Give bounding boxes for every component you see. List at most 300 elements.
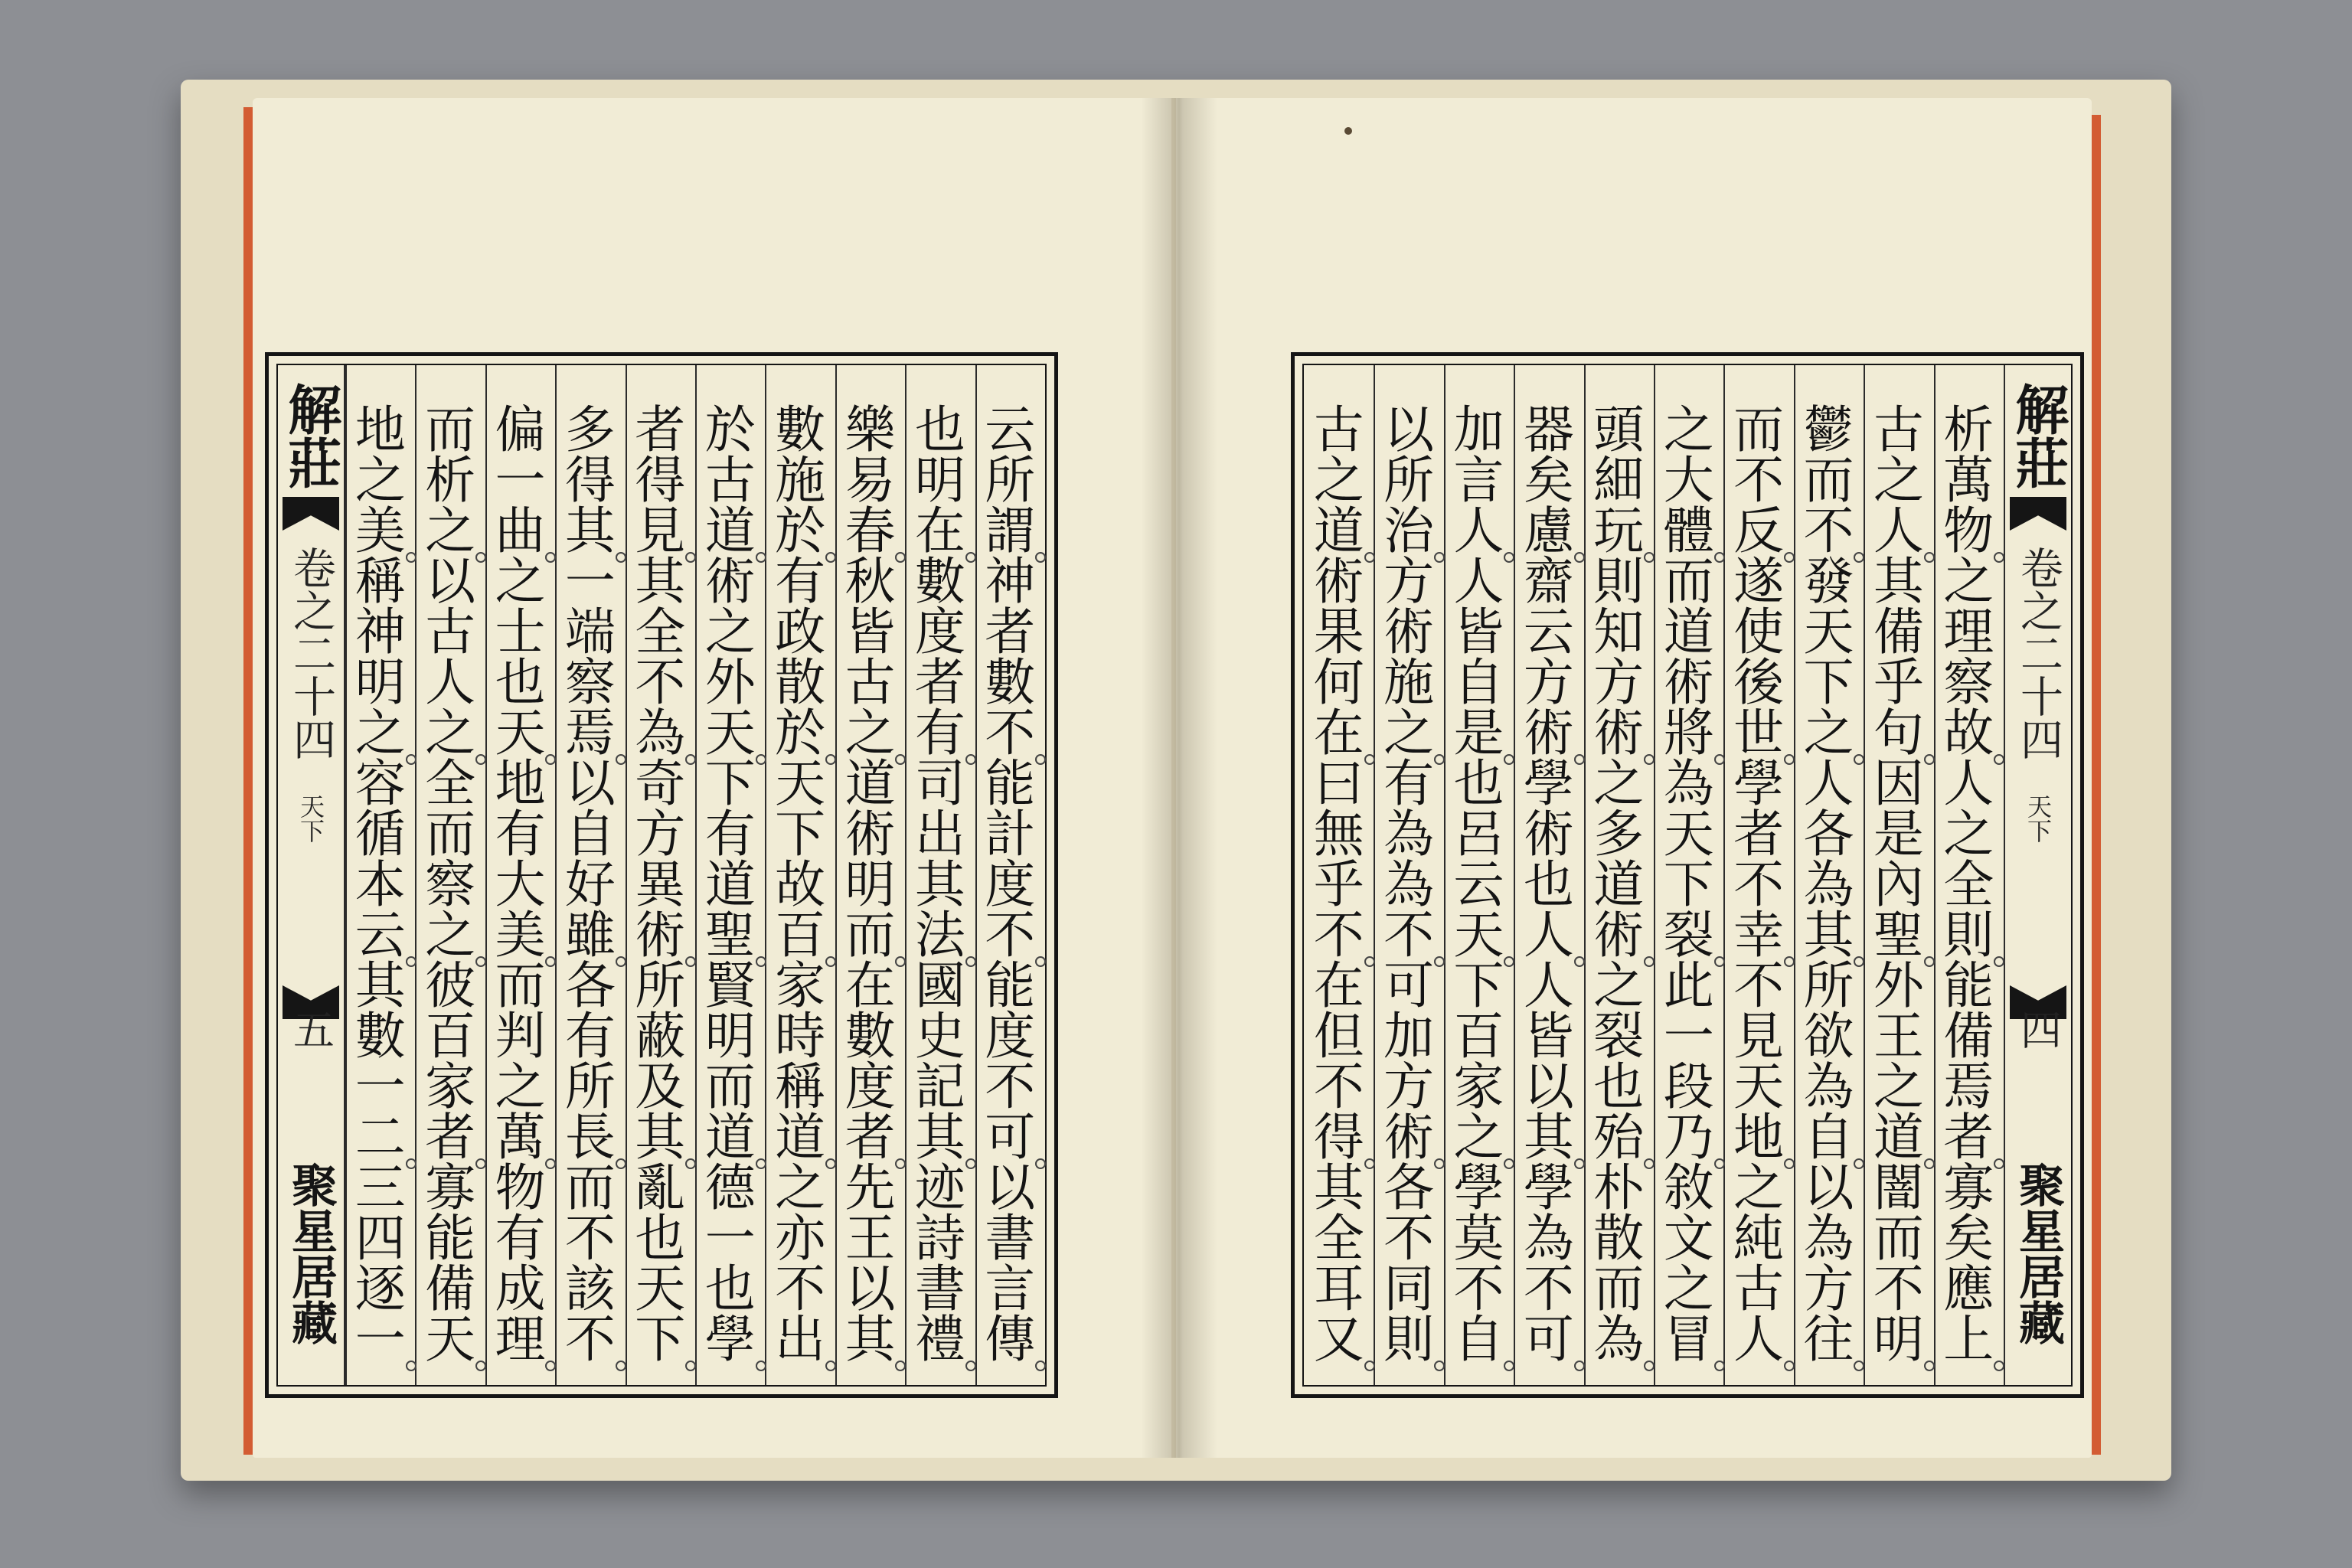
character: 能 <box>1943 956 1994 1015</box>
character: 不 <box>1873 1259 1924 1318</box>
left-cover-edge <box>243 107 253 1455</box>
character: 上 <box>1943 1310 1994 1369</box>
character: 美 <box>354 501 406 560</box>
character: 慮 <box>1523 501 1574 560</box>
right-page-frame <box>1291 352 2084 1398</box>
column-rule <box>835 365 837 1385</box>
character: 數 <box>985 653 1036 712</box>
character: 理 <box>495 1310 546 1369</box>
character: 彼 <box>425 956 476 1015</box>
text-column <box>1584 365 1654 1385</box>
character: 為 <box>1803 1209 1854 1268</box>
character: 為 <box>1523 1209 1574 1268</box>
character: 外 <box>1873 956 1924 1015</box>
character: 施 <box>1383 653 1435 712</box>
character: 之 <box>1383 704 1435 763</box>
character: 遂 <box>1733 552 1785 611</box>
text-column <box>835 365 905 1385</box>
character: 道 <box>704 501 756 560</box>
character: 方 <box>1803 1259 1854 1318</box>
character: 大 <box>1663 451 1714 510</box>
margin-publisher: 聚星居藏 <box>2011 1161 2065 1345</box>
character: 之 <box>1733 1158 1785 1217</box>
character: 天 <box>495 704 546 763</box>
character: 古 <box>704 451 756 510</box>
character: 偏 <box>495 400 546 459</box>
character: 度 <box>844 1057 896 1116</box>
character: 不 <box>1383 906 1435 965</box>
character: 下 <box>704 754 756 813</box>
text-column <box>1864 365 1933 1385</box>
left-page-margin-column <box>278 365 344 1385</box>
character: 曰 <box>1313 754 1364 813</box>
character: 術 <box>1593 906 1645 965</box>
character: 之 <box>775 1158 826 1217</box>
character: 者 <box>1943 1108 1994 1167</box>
character: 耳 <box>1313 1259 1364 1318</box>
column-rule <box>415 365 416 1385</box>
character: 云 <box>1453 855 1504 914</box>
character: 寡 <box>425 1158 476 1217</box>
fishtail-mark <box>283 497 339 531</box>
character: 其 <box>844 1310 896 1369</box>
character: 古 <box>844 653 896 712</box>
character: 句 <box>1873 704 1924 763</box>
character: 不 <box>985 906 1036 965</box>
character: 察 <box>425 855 476 914</box>
character: 見 <box>1733 1007 1785 1066</box>
character: 者 <box>985 603 1036 662</box>
character: 言 <box>985 1259 1036 1318</box>
character: 王 <box>1873 1007 1924 1066</box>
character: 天 <box>425 1310 476 1369</box>
character: 不 <box>564 1209 616 1268</box>
character: 道 <box>704 1108 756 1167</box>
character: 段 <box>1663 1057 1714 1116</box>
character: 在 <box>844 956 896 1015</box>
character: 萬 <box>1943 451 1994 510</box>
character: 數 <box>354 1007 406 1066</box>
character: 先 <box>844 1158 896 1217</box>
character: 其 <box>914 1108 965 1167</box>
character: 此 <box>1663 956 1714 1015</box>
character: 故 <box>1943 704 1994 763</box>
character: 明 <box>844 855 896 914</box>
character: 理 <box>1943 603 1994 662</box>
character: 闇 <box>1873 1158 1924 1217</box>
character: 察 <box>564 653 616 712</box>
character: 容 <box>354 754 406 813</box>
character: 而 <box>1663 552 1714 611</box>
character: 稱 <box>775 1057 826 1116</box>
character: 易 <box>844 451 896 510</box>
character: 為 <box>1383 855 1435 914</box>
character: 有 <box>704 805 756 864</box>
margin-title: 解莊 <box>2006 382 2070 489</box>
character: 曲 <box>495 501 546 560</box>
character: 裂 <box>1593 1007 1645 1066</box>
character: 之 <box>1453 1108 1504 1167</box>
character: 各 <box>564 956 616 1015</box>
character: 備 <box>425 1259 476 1318</box>
character: 可 <box>1383 956 1435 1015</box>
character: 散 <box>775 653 826 712</box>
character: 萬 <box>495 1108 546 1167</box>
margin-section: 天下 <box>2024 794 2053 843</box>
character: 天 <box>775 754 826 813</box>
character: 傳 <box>985 1310 1036 1369</box>
character: 人 <box>1873 501 1924 560</box>
character: 道 <box>775 1108 826 1167</box>
character: 地 <box>495 754 546 813</box>
character: 而 <box>425 805 476 864</box>
character: 能 <box>985 754 1036 813</box>
character: 器 <box>1523 400 1574 459</box>
character: 下 <box>1663 855 1714 914</box>
character: 一 <box>354 1057 406 1116</box>
character: 得 <box>564 451 616 510</box>
character: 皆 <box>844 603 896 662</box>
text-column <box>626 365 695 1385</box>
character: 之 <box>1803 704 1854 763</box>
character: 成 <box>495 1259 546 1318</box>
character: 有 <box>914 704 965 763</box>
character: 術 <box>1383 1108 1435 1167</box>
character: 者 <box>914 653 965 712</box>
character: 又 <box>1313 1310 1364 1369</box>
character: 物 <box>1943 501 1994 560</box>
character: 秋 <box>844 552 896 611</box>
character: 方 <box>1383 1057 1435 1116</box>
character: 散 <box>1593 1209 1645 1268</box>
character: 之 <box>425 704 476 763</box>
character: 度 <box>985 1007 1036 1066</box>
character: 則 <box>1383 1310 1435 1369</box>
character: 詩 <box>914 1209 965 1268</box>
character: 呂 <box>1453 805 1504 864</box>
character: 欲 <box>1803 1007 1854 1066</box>
character: 人 <box>1453 552 1504 611</box>
character: 數 <box>914 552 965 611</box>
character: 四 <box>354 1209 406 1268</box>
character: 全 <box>425 754 476 813</box>
character: 百 <box>775 906 826 965</box>
character: 自 <box>1453 653 1504 712</box>
column-rule <box>1794 365 1795 1385</box>
character: 冒 <box>1663 1310 1714 1369</box>
character: 皆 <box>1523 1007 1574 1066</box>
character: 方 <box>635 805 686 864</box>
character: 該 <box>564 1259 616 1318</box>
character: 蔽 <box>635 1007 686 1066</box>
character: 不 <box>1733 956 1785 1015</box>
character: 齋 <box>1523 552 1574 611</box>
character: 士 <box>495 603 546 662</box>
character: 可 <box>1523 1310 1574 1369</box>
text-column <box>1514 365 1583 1385</box>
character: 於 <box>775 501 826 560</box>
character: 時 <box>775 1007 826 1066</box>
character: 乃 <box>1663 1108 1714 1167</box>
character: 記 <box>914 1057 965 1116</box>
character: 春 <box>844 501 896 560</box>
text-column <box>485 365 555 1385</box>
character: 寡 <box>1943 1158 1994 1217</box>
character: 出 <box>914 805 965 864</box>
character: 不 <box>985 1057 1036 1116</box>
character: 循 <box>354 805 406 864</box>
character: 樂 <box>844 400 896 459</box>
character: 家 <box>1453 1057 1504 1116</box>
character: 治 <box>1383 501 1435 560</box>
text-column <box>1934 365 2004 1385</box>
character: 不 <box>635 653 686 712</box>
character: 不 <box>1733 451 1785 510</box>
character: 有 <box>495 805 546 864</box>
character: 不 <box>775 1259 826 1318</box>
character: 之 <box>1943 805 1994 864</box>
column-rule <box>905 365 906 1385</box>
character: 長 <box>564 1108 616 1167</box>
left-page-frame <box>265 352 1058 1398</box>
character: 殆 <box>1593 1108 1645 1167</box>
column-rule <box>1374 365 1375 1385</box>
character: 好 <box>564 855 616 914</box>
character: 天 <box>1803 603 1854 662</box>
character: 之 <box>1313 451 1364 510</box>
character: 術 <box>1663 653 1714 712</box>
character: 之 <box>495 552 546 611</box>
character: 不 <box>1523 1259 1574 1318</box>
character: 以 <box>844 1259 896 1318</box>
character: 賢 <box>704 956 756 1015</box>
character: 世 <box>1733 704 1785 763</box>
character: 人 <box>1733 1310 1785 1369</box>
margin-page-number: 五 <box>286 1008 335 1050</box>
column-rule <box>765 365 766 1385</box>
character: 自 <box>564 805 616 864</box>
character: 德 <box>704 1158 756 1217</box>
character: 道 <box>844 754 896 813</box>
character: 文 <box>1663 1209 1714 1268</box>
character: 在 <box>1313 956 1364 1015</box>
character: 人 <box>1803 754 1854 813</box>
character: 鬱 <box>1803 400 1854 459</box>
character: 有 <box>775 552 826 611</box>
right-page-inner-frame <box>1302 364 2073 1387</box>
right-page-margin-column <box>2005 365 2071 1385</box>
character: 者 <box>844 1108 896 1167</box>
character: 不 <box>985 704 1036 763</box>
left-page-inner-frame <box>276 364 1047 1387</box>
character: 加 <box>1453 400 1504 459</box>
character: 之 <box>704 603 756 662</box>
text-column <box>1374 365 1443 1385</box>
character: 裂 <box>1663 906 1714 965</box>
character: 一 <box>564 552 616 611</box>
character: 而 <box>1873 1209 1924 1268</box>
character: 乎 <box>1313 855 1364 914</box>
character: 美 <box>495 906 546 965</box>
character: 度 <box>914 603 965 662</box>
character: 矣 <box>1523 451 1574 510</box>
character: 其 <box>1803 906 1854 965</box>
character: 在 <box>1313 704 1364 763</box>
character: 所 <box>985 451 1036 510</box>
character: 也 <box>1523 855 1574 914</box>
column-rule <box>1514 365 1515 1385</box>
character: 全 <box>1943 855 1994 914</box>
character: 而 <box>425 400 476 459</box>
character: 學 <box>1523 1158 1574 1217</box>
character: 術 <box>1523 805 1574 864</box>
character: 者 <box>425 1108 476 1167</box>
column-rule <box>2004 365 2005 1385</box>
character: 因 <box>1873 754 1924 813</box>
character: 乎 <box>1873 653 1924 712</box>
character: 是 <box>1453 704 1504 763</box>
character: 將 <box>1663 704 1714 763</box>
character: 聖 <box>1873 906 1924 965</box>
character: 有 <box>564 1007 616 1066</box>
character: 之 <box>1593 754 1645 813</box>
text-column <box>415 365 485 1385</box>
character: 古 <box>1733 1259 1785 1318</box>
character: 下 <box>635 1310 686 1369</box>
character: 以 <box>425 552 476 611</box>
character: 王 <box>844 1209 896 1268</box>
character: 書 <box>914 1259 965 1318</box>
character: 其 <box>635 552 686 611</box>
character: 天 <box>704 704 756 763</box>
character: 之 <box>354 451 406 510</box>
character: 家 <box>425 1057 476 1116</box>
character: 各 <box>1383 1158 1435 1217</box>
character: 不 <box>1313 906 1364 965</box>
character: 之 <box>1943 552 1994 611</box>
text-column <box>1794 365 1864 1385</box>
column-rule <box>485 365 487 1385</box>
character: 皆 <box>1453 603 1504 662</box>
character: 一 <box>354 1310 406 1369</box>
character: 下 <box>1453 956 1504 1015</box>
character: 下 <box>775 805 826 864</box>
character: 明 <box>704 1007 756 1066</box>
character: 體 <box>1663 501 1714 560</box>
character: 所 <box>564 1057 616 1116</box>
margin-title: 解莊 <box>279 382 343 489</box>
character: 人 <box>1943 754 1994 813</box>
text-column <box>765 365 835 1385</box>
character: 而 <box>1593 1259 1645 1318</box>
character: 細 <box>1593 451 1645 510</box>
character: 明 <box>354 653 406 712</box>
character: 計 <box>985 805 1036 864</box>
character: 百 <box>425 1007 476 1066</box>
character: 司 <box>914 754 965 813</box>
character: 備 <box>1943 1007 1994 1066</box>
character: 之 <box>1873 1057 1924 1116</box>
character: 下 <box>1803 653 1854 712</box>
character: 之 <box>354 704 406 763</box>
character: 發 <box>1803 552 1854 611</box>
column-rule <box>626 365 627 1385</box>
character: 言 <box>1453 451 1504 510</box>
character: 為 <box>1593 1310 1645 1369</box>
character: 其 <box>1523 1108 1574 1167</box>
character: 同 <box>1383 1259 1435 1318</box>
character: 天 <box>1453 906 1504 965</box>
character: 所 <box>1803 956 1854 1015</box>
character: 知 <box>1593 603 1645 662</box>
character: 是 <box>1873 805 1924 864</box>
character: 學 <box>704 1310 756 1369</box>
character: 術 <box>1383 603 1435 662</box>
character: 人 <box>425 653 476 712</box>
column-rule <box>1654 365 1655 1385</box>
character: 神 <box>354 603 406 662</box>
character: 自 <box>1453 1310 1504 1369</box>
book-gutter <box>1141 98 1217 1458</box>
character: 方 <box>1593 653 1645 712</box>
character: 道 <box>1593 855 1645 914</box>
character: 人 <box>1453 501 1504 560</box>
character: 其 <box>1313 1158 1364 1217</box>
character: 而 <box>704 1057 756 1116</box>
character: 二 <box>354 1108 406 1167</box>
character: 數 <box>775 400 826 459</box>
character: 書 <box>985 1209 1036 1268</box>
right-cover-edge <box>2092 115 2101 1455</box>
character: 果 <box>1313 603 1364 662</box>
character: 之 <box>1593 956 1645 1015</box>
character: 明 <box>914 451 965 510</box>
character: 云 <box>1523 603 1574 662</box>
character: 於 <box>704 400 756 459</box>
character: 故 <box>775 855 826 914</box>
character: 見 <box>635 501 686 560</box>
character: 為 <box>635 704 686 763</box>
character: 云 <box>985 400 1036 459</box>
character: 國 <box>914 956 965 1015</box>
column-rule <box>695 365 697 1385</box>
character: 而 <box>844 906 896 965</box>
character: 天 <box>1733 1057 1785 1116</box>
column-rule <box>1584 365 1586 1385</box>
character: 其 <box>1873 552 1924 611</box>
character: 有 <box>495 1209 546 1268</box>
character: 各 <box>1803 805 1854 864</box>
character: 出 <box>775 1310 826 1369</box>
character: 家 <box>775 956 826 1015</box>
character: 明 <box>1873 1310 1924 1369</box>
character: 道 <box>1313 501 1364 560</box>
character: 其 <box>914 855 965 914</box>
character: 之 <box>844 704 896 763</box>
character: 奇 <box>635 754 686 813</box>
character: 術 <box>1313 552 1364 611</box>
text-column <box>1723 365 1793 1385</box>
character: 也 <box>914 400 965 459</box>
character: 備 <box>1873 603 1924 662</box>
character: 古 <box>1313 400 1364 459</box>
character: 外 <box>704 653 756 712</box>
character: 不 <box>1313 1057 1364 1116</box>
column-rule <box>975 365 977 1385</box>
margin-juan: 卷之二十四 <box>286 546 336 760</box>
character: 政 <box>775 603 826 662</box>
character: 古 <box>425 603 476 662</box>
